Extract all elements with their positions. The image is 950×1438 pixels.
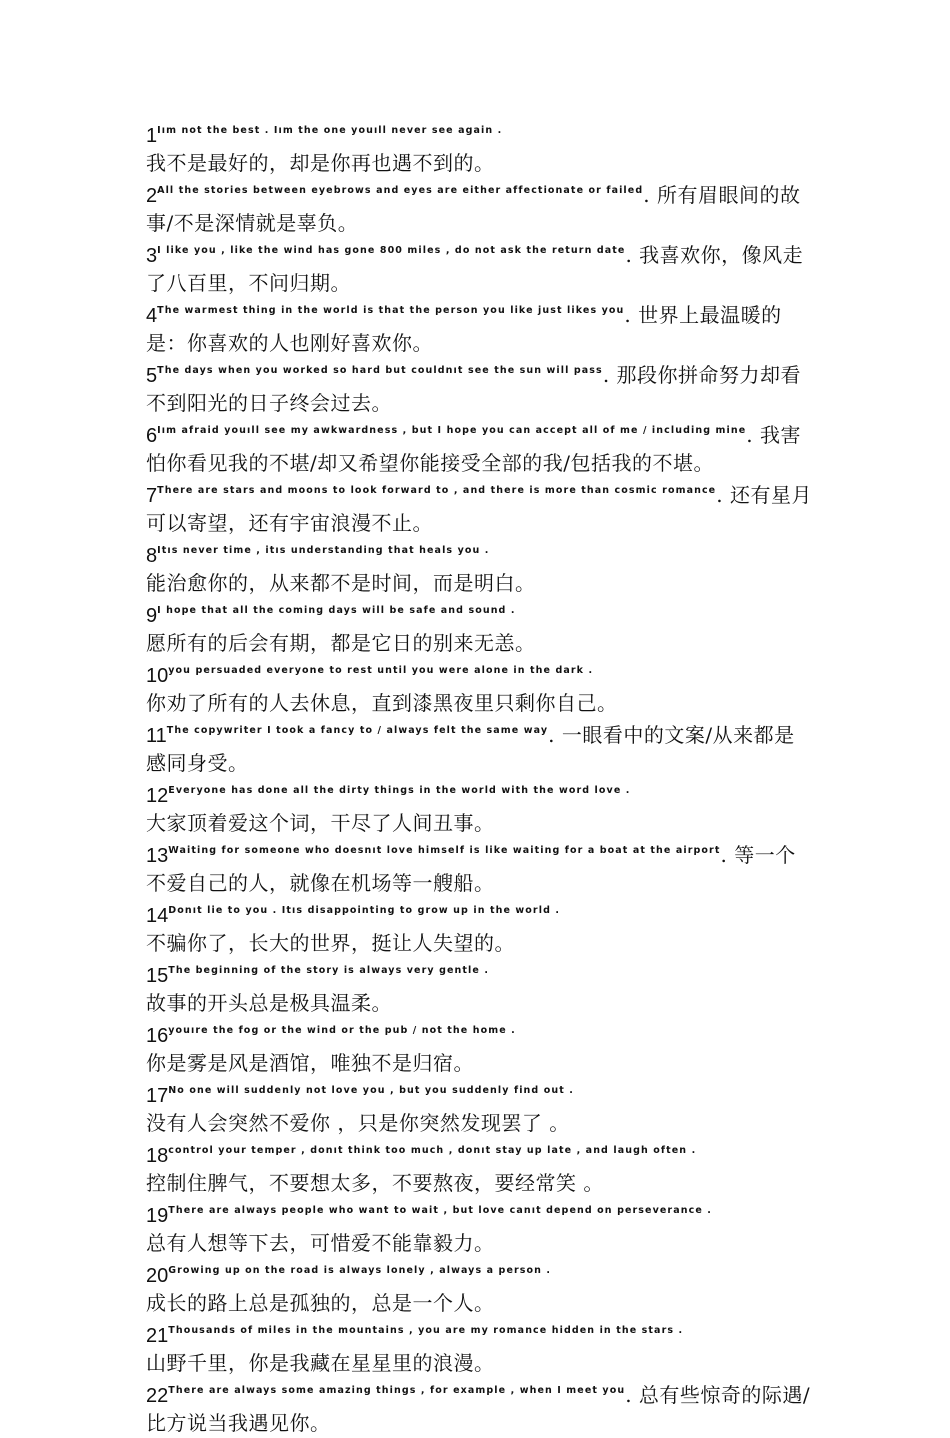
english-sentence: The beginning of the story is always very gentle .	[168, 965, 490, 976]
english-sentence: There are always people who want to wait , but love canıt depend on perseverance .	[168, 1205, 712, 1216]
entry-number: 7	[146, 485, 158, 507]
entry-number: 20	[146, 1265, 169, 1287]
english-sentence: There are always some amazing things , for example , when I meet you	[168, 1385, 626, 1396]
english-sentence: No one will suddenly not love you , but you suddenly find out .	[168, 1085, 574, 1096]
quote-entry	[146, 478, 812, 538]
english-sentence: I hope that all the coming days will be safe and sound .	[157, 605, 516, 616]
entry-number: 5	[146, 365, 158, 387]
english-sentence: youıre the fog or the wind or the pub / not the home .	[168, 1025, 516, 1036]
english-sentence: Iım not the best . Iım the one youıll never see again .	[157, 125, 503, 136]
english-sentence: control your temper , donıt think too much , donıt stay up late , and laugh often .	[168, 1145, 697, 1156]
entry-number: 2	[146, 185, 158, 207]
chinese-sentence: 你劝了所有的人去休息，直到漆黑夜里只剩你自己。	[146, 691, 618, 715]
entry-number: 18	[146, 1145, 169, 1167]
entry-number: 1	[146, 125, 158, 147]
chinese-sentence: . 所有眉眼间的故事/不是深情就是辜负。	[146, 183, 801, 235]
english-sentence: you persuaded everyone to rest until you were alone in the dark .	[168, 665, 594, 676]
quote-entry	[146, 538, 812, 598]
chinese-sentence: 没有人会突然不爱你 ，只是你突然发现罢了 。	[146, 1111, 570, 1135]
entry-number: 10	[146, 665, 169, 687]
quote-entry	[146, 298, 812, 358]
quote-entry	[146, 1018, 812, 1078]
chinese-sentence: 山野千里，你是我藏在星星里的浪漫。	[146, 1351, 495, 1375]
quote-entry	[146, 898, 812, 958]
chinese-sentence: . 一眼看中的文案/从来都是感同身受。	[146, 723, 795, 775]
chinese-sentence: 大家顶着爱这个词，干尽了人间丑事。	[146, 811, 495, 835]
quote-entry	[146, 658, 812, 718]
entry-number: 16	[146, 1025, 169, 1047]
chinese-sentence: 控制住脾气，不要想太多，不要熬夜，要经常笑 。	[146, 1171, 604, 1195]
entry-number: 8	[146, 545, 158, 567]
quote-entry	[146, 838, 812, 898]
entry-number: 14	[146, 905, 169, 927]
english-sentence: All the stories between eyebrows and eyes are either affectionate or failed	[157, 185, 644, 196]
chinese-sentence: . 我害怕你看见我的不堪/却又希望你能接受全部的我/包括我的不堪。	[146, 423, 802, 475]
quote-entry	[146, 958, 812, 1018]
quote-entry	[146, 718, 812, 778]
document-page	[146, 118, 812, 1438]
chinese-sentence: 能治愈你的，从来都不是时间，而是明白。	[146, 571, 536, 595]
english-sentence: Thousands of miles in the mountains , you are my romance hidden in the stars .	[168, 1325, 684, 1336]
entry-number: 6	[146, 425, 158, 447]
quote-entry	[146, 178, 812, 238]
quote-entry	[146, 1318, 812, 1378]
quote-entry	[146, 778, 812, 838]
quote-entry	[146, 1378, 812, 1438]
quote-entry	[146, 118, 812, 178]
english-sentence: Waiting for someone who doesnıt love himself is like waiting for a boat at the airport	[168, 845, 721, 856]
chinese-sentence: 我不是最好的，却是你再也遇不到的。	[146, 151, 495, 175]
chinese-sentence: 总有人想等下去，可惜爱不能靠毅力。	[146, 1231, 495, 1255]
quote-entry	[146, 1138, 812, 1198]
entry-number: 17	[146, 1085, 169, 1107]
chinese-sentence: . 等一个不爱自己的人，就像在机场等一艘船。	[146, 843, 796, 895]
chinese-sentence: 不骗你了，长大的世界，挺让人失望的。	[146, 931, 515, 955]
entry-number: 12	[146, 785, 169, 807]
english-sentence: Growing up on the road is always lonely , always a person .	[168, 1265, 552, 1276]
entry-number: 13	[146, 845, 169, 867]
chinese-sentence: . 还有星月可以寄望，还有宇宙浪漫不止。	[146, 483, 812, 535]
chinese-sentence: . 我喜欢你，像风走了八百里，不问归期。	[146, 243, 804, 295]
entry-number: 9	[146, 605, 158, 627]
chinese-sentence: 成长的路上总是孤独的，总是一个人。	[146, 1291, 495, 1315]
english-sentence: I like you , like the wind has gone 800 miles , do not ask the return date	[157, 245, 626, 256]
quote-entry	[146, 1078, 812, 1138]
chinese-sentence: . 那段你拼命努力却看不到阳光的日子终会过去。	[146, 363, 802, 415]
entry-number: 3	[146, 245, 158, 267]
english-sentence: Itıs never time , itıs understanding that heals you .	[157, 545, 490, 556]
english-sentence: The days when you worked so hard but couldnıt see the sun will pass	[157, 365, 603, 376]
entry-number: 4	[146, 305, 158, 327]
quote-entry	[146, 1258, 812, 1318]
english-sentence: The warmest thing in the world is that the person you like just likes you	[157, 305, 625, 316]
quote-entry	[146, 598, 812, 658]
entry-number: 21	[146, 1325, 169, 1347]
entry-number: 11	[146, 725, 167, 747]
entry-number: 19	[146, 1205, 169, 1227]
entry-number: 22	[146, 1385, 169, 1407]
chinese-sentence: . 总有些惊奇的际遇/比方说当我遇见你。	[146, 1383, 811, 1435]
english-sentence: Everyone has done all the dirty things in the world with the word love .	[168, 785, 631, 796]
quote-entry	[146, 358, 812, 418]
quote-entry	[146, 238, 812, 298]
quote-entry	[146, 1198, 812, 1258]
chinese-sentence: . 世界上最温暖的是：你喜欢的人也刚好喜欢你。	[146, 303, 782, 355]
quote-entry	[146, 418, 812, 478]
chinese-sentence: 愿所有的后会有期，都是它日的别来无恙。	[146, 631, 536, 655]
chinese-sentence: 故事的开头总是极具温柔。	[146, 991, 392, 1015]
english-sentence: Iım afraid youıll see my awkwardness , but I hope you can accept all of me / including mine	[157, 425, 747, 436]
english-sentence: There are stars and moons to look forward to , and there is more than cosmic romance	[157, 485, 717, 496]
entry-number: 15	[146, 965, 169, 987]
chinese-sentence: 你是雾是风是酒馆，唯独不是归宿。	[146, 1051, 474, 1075]
english-sentence: The copywriter I took a fancy to / always felt the same way	[166, 725, 549, 736]
english-sentence: Donıt lie to you . Itıs disappointing to grow up in the world .	[168, 905, 561, 916]
